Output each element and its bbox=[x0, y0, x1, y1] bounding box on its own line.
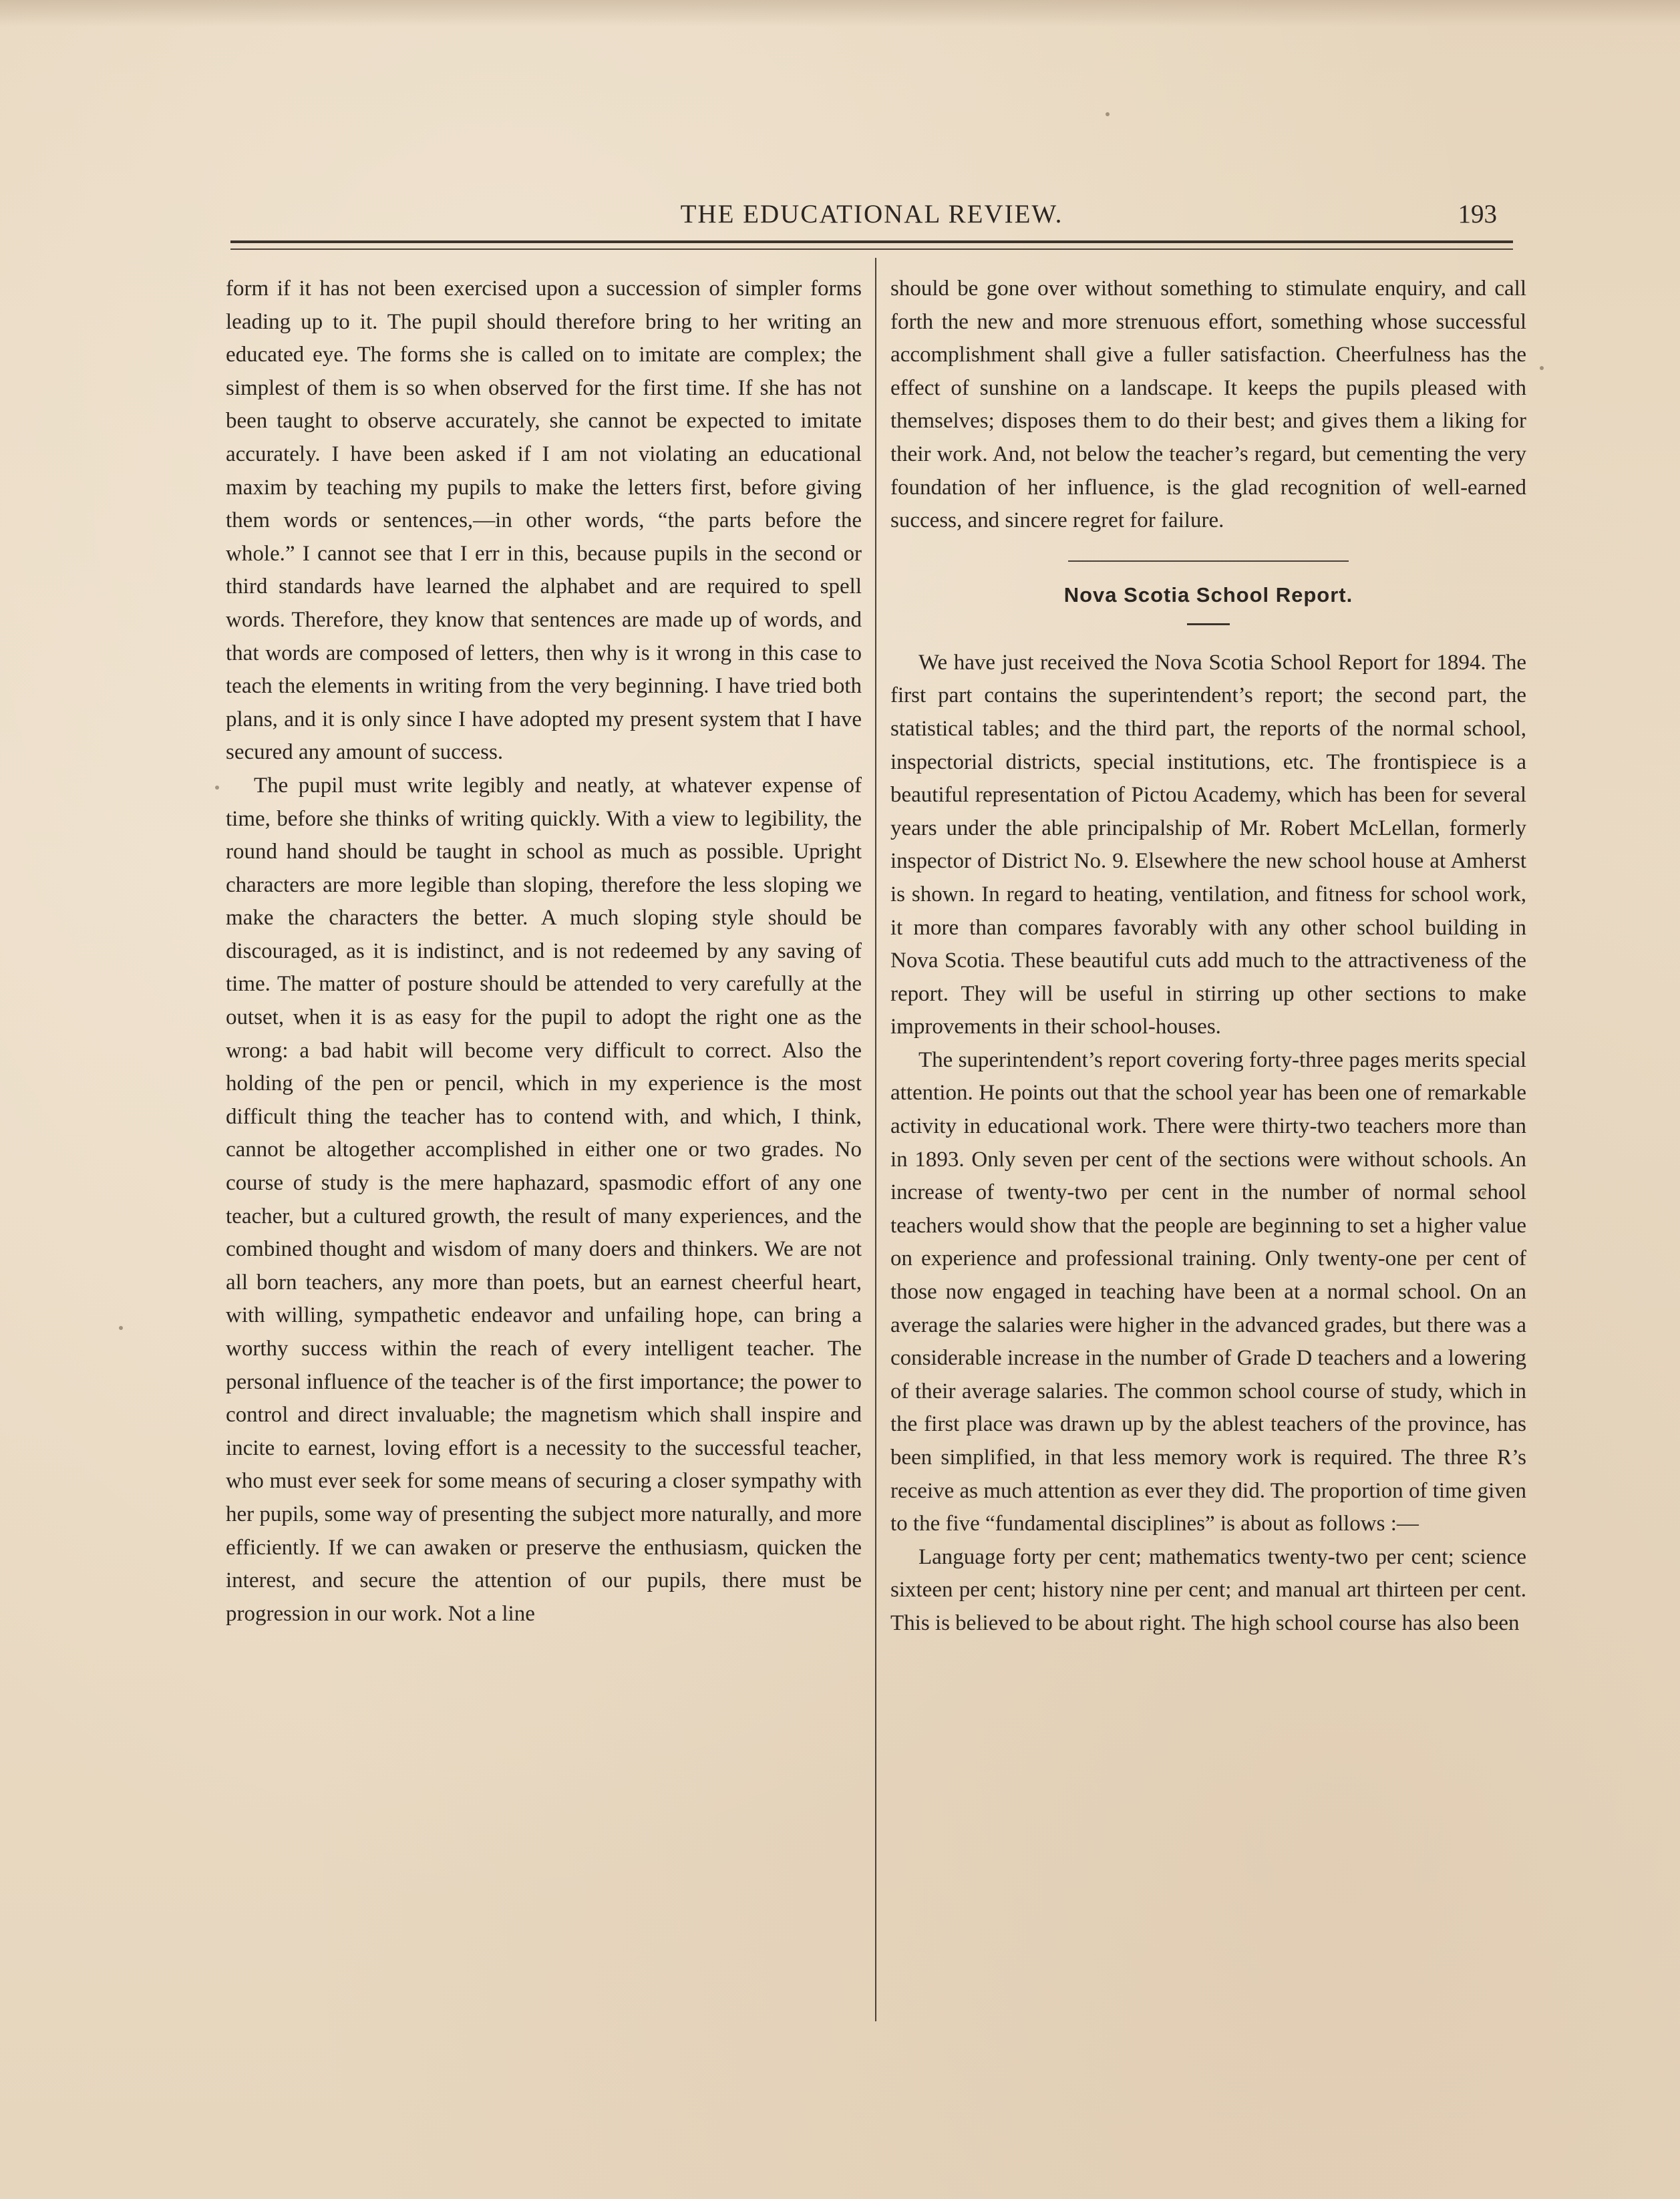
paper-speck bbox=[1482, 1191, 1486, 1195]
page-number: 193 bbox=[1458, 200, 1497, 228]
running-header bbox=[230, 199, 1513, 232]
section-heading: Nova Scotia School Report. bbox=[1063, 582, 1353, 607]
left-column bbox=[226, 273, 862, 1631]
paper-speck bbox=[1106, 112, 1110, 116]
paper-speck bbox=[119, 1326, 123, 1330]
right-paragraph-3: Language forty per cent; mathematics twenty-two per cent; science sixteen per cent; history nine per cent; and manual art thirteen per cent. This is believed to be about right. The high school course has also been bbox=[890, 1544, 1526, 1635]
page-edge-stain bbox=[0, 0, 1680, 27]
paper-speck bbox=[215, 786, 219, 790]
heading-short-rule bbox=[1187, 623, 1230, 625]
left-paragraph-2: The pupil must write legibly and neatly, at whatever expense of time, before she thinks of writing quickly. With a view to legibility, the round hand should be taught in school as much as possible. Upright characters are more legible than sloping, therefore the less sloping we make the characters the better. A much sloping style should be discouraged, as it is indistinct, and is not redeemed by any saving of time. The matter of posture should be attended to very carefully at the outset, when it is as easy for the pupil to adopt the right one as the wrong: a bad habit will become very difficult to correct. Also the holding of the pen or pencil, which in my experience is the most difficult thing the teacher has to contend with, and which, I think, cannot be altogether accomplished in either one or two grades. No course of study is the mere haphazard, spasmodic effort of any one teacher, but a cultured growth, the result of many experiences, and the combined thought and wisdom of many doers and thinkers. We are not all born teachers, any more than poets, but an earnest cheerful heart, with willing, sympathetic endeavor and unfailing hope, can bring a worthy success within the reach of every intelligent teacher. The personal influence of the teacher is of the first importance; the power to control and direct invaluable; the magnetism which shall inspire and incite to earnest, loving effort is a necessity to the successful teacher, who must ever seek for some means of securing a closer sympathy with her pupils, some way of presenting the subject more naturally, and more efficiently. If we can awaken or preserve the enthusiasm, quicken the interest, and secure the attention of our pupils, there must be progression in our work. Not a line bbox=[226, 773, 862, 1626]
right-paragraph-1: We have just received the Nova Scotia School Report for 1894. The first part contains the superintendent’s report; the second part, the statistical tables; and the third part, the reports of the normal school, inspectorial districts, special institutions, etc. The frontispiece is a beautiful representation of Pictou Academy, which has been for several years under the able principalship of Mr. Robert McLellan, formerly inspector of District No. 9. Elsewhere the new school house at Amherst is shown. In regard to heating, ventilation, and fitness for school work, it more than compares favorably with any other school building in Nova Scotia. These beautiful cuts add much to the attractiveness of the report. They will be useful in stirring up other sections to make improvements in their school-houses. bbox=[890, 650, 1526, 1039]
header-rule-thick bbox=[230, 240, 1513, 243]
right-paragraph-2: The superintendent’s report covering forty-three pages merits special attention. He points out that the school year has been one of remarkable activity in educational work. There were thirty-two teachers more than in 1893. Only seven per cent of the sections were without schools. An increase of twenty-two per cent in the number of normal school teachers would show that the people are beginning to set a higher value on experience and professional training. Only twenty-one per cent of those now engaged in teaching have been at a normal school. On an average the salaries were higher in the advanced grades, but there was a considerable increase in the number of Grade D teachers and a lowering of their average salaries. The common school course of study, which in the first place was drawn up by the ablest teachers of the province, has been simplified, in that less memory work is required. The three R’s receive as much attention as ever they did. The proportion of time given to the five “fundamental disciplines” is about as follows :— bbox=[890, 1047, 1527, 1536]
left-paragraph-1: form if it has not been exercised upon a succession of simpler forms leading up to it. The pupil should therefore bring to her writing an educated eye. The forms she is called on to imitate are complex; the simplest of them is so when observed for the first time. If she has not been taught to observe accurately, she cannot be expected to imitate accurately. I have been asked if I am not violating an educational maxim by teaching my pupils to make the letters first, before giving them words or sentences,—in other words, “the parts before the whole.” I cannot see that I err in this, because pupils in the second or third standards have learned the alphabet and are required to spell words. Therefore, they know that sentences are made up of words, and that words are composed of letters, then why is it wrong in this case to teach the elements in writing from the very beginning. I have tried both plans, and it is only since I have adopted my present system that I have secured any amount of success. bbox=[226, 277, 862, 765]
running-title: THE EDUCATIONAL REVIEW. bbox=[680, 200, 1063, 228]
section-divider-rule bbox=[1068, 560, 1349, 562]
column-divider bbox=[875, 258, 876, 2021]
right-continuation-paragraph: should be gone over without something to stimulate enquiry, and call forth the new and more strenuous effort, something whose successful accomplishment shall give a fuller satisfaction. Cheerfulness has the effect of sunshine on a landscape. It keeps the pupils pleased with themselves; disposes them to do their best; and gives them a liking for their work. And, not below the teacher’s regard, but cementing the very foundation of her influence, is the glad recognition of well-earned success, and sincere regret for failure. bbox=[890, 277, 1526, 533]
paper-speck bbox=[1540, 366, 1544, 370]
right-column bbox=[890, 273, 1526, 1641]
header-rule-thin bbox=[230, 248, 1513, 250]
